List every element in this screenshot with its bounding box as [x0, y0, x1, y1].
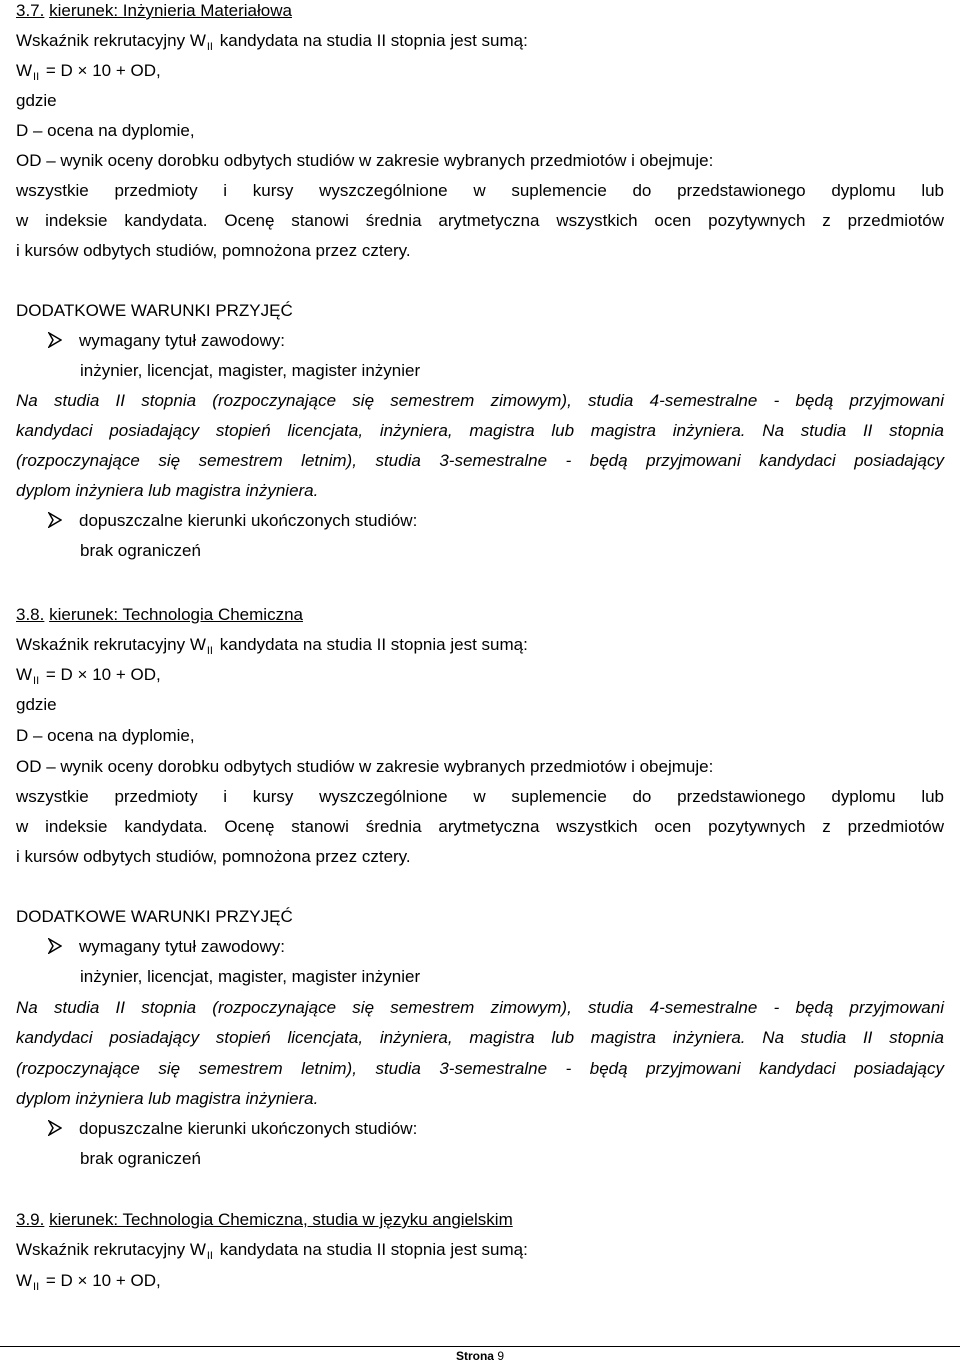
- bullet-item: [48, 932, 928, 962]
- od-definition: OD – wynik oceny dorobku odbytych studiów w zakresie wybranych przedmiotów i obejmuje:: [16, 151, 714, 170]
- gdzie-label: gdzie: [16, 695, 57, 714]
- paragraph-line: i kursów odbytych studiów, pomnożona przez cztery.: [16, 241, 411, 260]
- footer-divider: [0, 1346, 960, 1347]
- italic-paragraph-line: kandydaci posiadający stopień licencjata, inżyniera, magistra lub magistra inżyniera. Na studia II stopnia: [16, 1028, 944, 1047]
- section-heading: [16, 0, 944, 26]
- arrowhead-bullet-icon: [48, 1120, 62, 1136]
- subscript: II: [206, 645, 213, 657]
- d-definition: D – ocena na dyplomie,: [16, 121, 195, 140]
- paragraph-line: w indeksie kandydata. Ocenę stanowi średnia arytmetyczna wszystkich ocen pozytywnych z przedmiotów: [16, 211, 944, 230]
- subscript: II: [33, 71, 40, 83]
- formula-rest: = D × 10 + OD,: [45, 1271, 161, 1290]
- bullet-value: inżynier, licencjat, magister, magister inżynier: [80, 967, 421, 986]
- page-number: 9: [497, 1349, 505, 1363]
- formula: [16, 660, 944, 692]
- paragraph-line: w indeksie kandydata. Ocenę stanowi średnia arytmetyczna wszystkich ocen pozytywnych z przedmiotów: [16, 817, 944, 836]
- arrowhead-bullet-icon: [48, 332, 62, 348]
- d-definition: D – ocena na dyplomie,: [16, 726, 195, 745]
- page-footer: [0, 1348, 960, 1364]
- indicator-text: Wskaźnik rekrutacyjny W: [16, 635, 206, 654]
- indicator-text-rest: kandydata na studia II stopnia jest sumą:: [219, 635, 528, 654]
- section-number: 3.9.: [16, 1210, 45, 1229]
- indicator-text: Wskaźnik rekrutacyjny W: [16, 31, 206, 50]
- bullet-label: dopuszczalne kierunki ukończonych studiów:: [79, 1119, 418, 1138]
- italic-paragraph-line: dyplom inżyniera lub magistra inżyniera.: [16, 481, 319, 500]
- section-heading: [16, 1205, 944, 1235]
- bullet-label: wymagany tytuł zawodowy:: [79, 937, 285, 956]
- bullet-value: brak ograniczeń: [80, 541, 201, 560]
- italic-paragraph-line: kandydaci posiadający stopień licencjata, inżyniera, magistra lub magistra inżyniera. Na studia II stopnia: [16, 421, 944, 440]
- section-number: 3.7.: [16, 1, 45, 20]
- section-title: kierunek: Inżynieria Materiałowa: [49, 1, 292, 20]
- bullet-item: [48, 326, 928, 356]
- italic-paragraph-line: (rozpoczynające się semestrem letnim), studia 3-semestralne - będą przyjmowani kandydaci posiadający: [16, 1059, 944, 1078]
- section-number: 3.8.: [16, 605, 45, 624]
- section-title: kierunek: Technologia Chemiczna, studia w języku angielskim: [49, 1210, 513, 1229]
- indicator-line: [16, 26, 944, 58]
- paragraph-line: wszystkie przedmioty i kursy wyszczególnione w suplemencie do przedstawionego dyplomu lub: [16, 181, 944, 200]
- subscript: II: [33, 675, 40, 687]
- paragraph-line: wszystkie przedmioty i kursy wyszczególnione w suplemencie do przedstawionego dyplomu lub: [16, 787, 944, 806]
- formula-rest: = D × 10 + OD,: [45, 61, 161, 80]
- indicator-line: [16, 630, 944, 662]
- formula: [16, 56, 944, 88]
- bullet-item: [48, 1114, 928, 1144]
- footer-label: Strona: [455, 1349, 494, 1363]
- formula: [16, 1266, 944, 1298]
- italic-paragraph-line: Na studia II stopnia (rozpoczynające się semestrem zimowym), studia 4-semestralne - będą przyjmowani: [16, 998, 944, 1017]
- subscript: II: [206, 1250, 213, 1262]
- additional-conditions-heading: DODATKOWE WARUNKI PRZYJĘĆ: [16, 301, 293, 320]
- italic-paragraph-line: dyplom inżyniera lub magistra inżyniera.: [16, 1089, 319, 1108]
- indicator-text-rest: kandydata na studia II stopnia jest sumą:: [219, 31, 528, 50]
- bullet-label: dopuszczalne kierunki ukończonych studiów:: [79, 511, 418, 530]
- indicator-line: [16, 1235, 944, 1267]
- formula-w: W: [16, 61, 33, 80]
- bullet-item: [48, 506, 928, 536]
- formula-rest: = D × 10 + OD,: [45, 665, 161, 684]
- formula-w: W: [16, 665, 33, 684]
- paragraph-line: i kursów odbytych studiów, pomnożona przez cztery.: [16, 847, 411, 866]
- section-heading: [16, 600, 944, 630]
- bullet-label: wymagany tytuł zawodowy:: [79, 331, 285, 350]
- bullet-value: inżynier, licencjat, magister, magister inżynier: [80, 361, 421, 380]
- arrowhead-bullet-icon: [48, 938, 62, 954]
- section-title: kierunek: Technologia Chemiczna: [49, 605, 303, 624]
- italic-paragraph-line: (rozpoczynające się semestrem letnim), studia 3-semestralne - będą przyjmowani kandydaci posiadający: [16, 451, 944, 470]
- od-definition: OD – wynik oceny dorobku odbytych studiów w zakresie wybranych przedmiotów i obejmuje:: [16, 757, 714, 776]
- bullet-value: brak ograniczeń: [80, 1149, 201, 1168]
- arrowhead-bullet-icon: [48, 512, 62, 528]
- subscript: II: [33, 1281, 40, 1293]
- italic-paragraph-line: Na studia II stopnia (rozpoczynające się semestrem zimowym), studia 4-semestralne - będą przyjmowani: [16, 391, 944, 410]
- gdzie-label: gdzie: [16, 91, 57, 110]
- indicator-text: Wskaźnik rekrutacyjny W: [16, 1240, 206, 1259]
- subscript: II: [206, 41, 213, 53]
- indicator-text-rest: kandydata na studia II stopnia jest sumą:: [219, 1240, 528, 1259]
- additional-conditions-heading: DODATKOWE WARUNKI PRZYJĘĆ: [16, 907, 293, 926]
- formula-w: W: [16, 1271, 33, 1290]
